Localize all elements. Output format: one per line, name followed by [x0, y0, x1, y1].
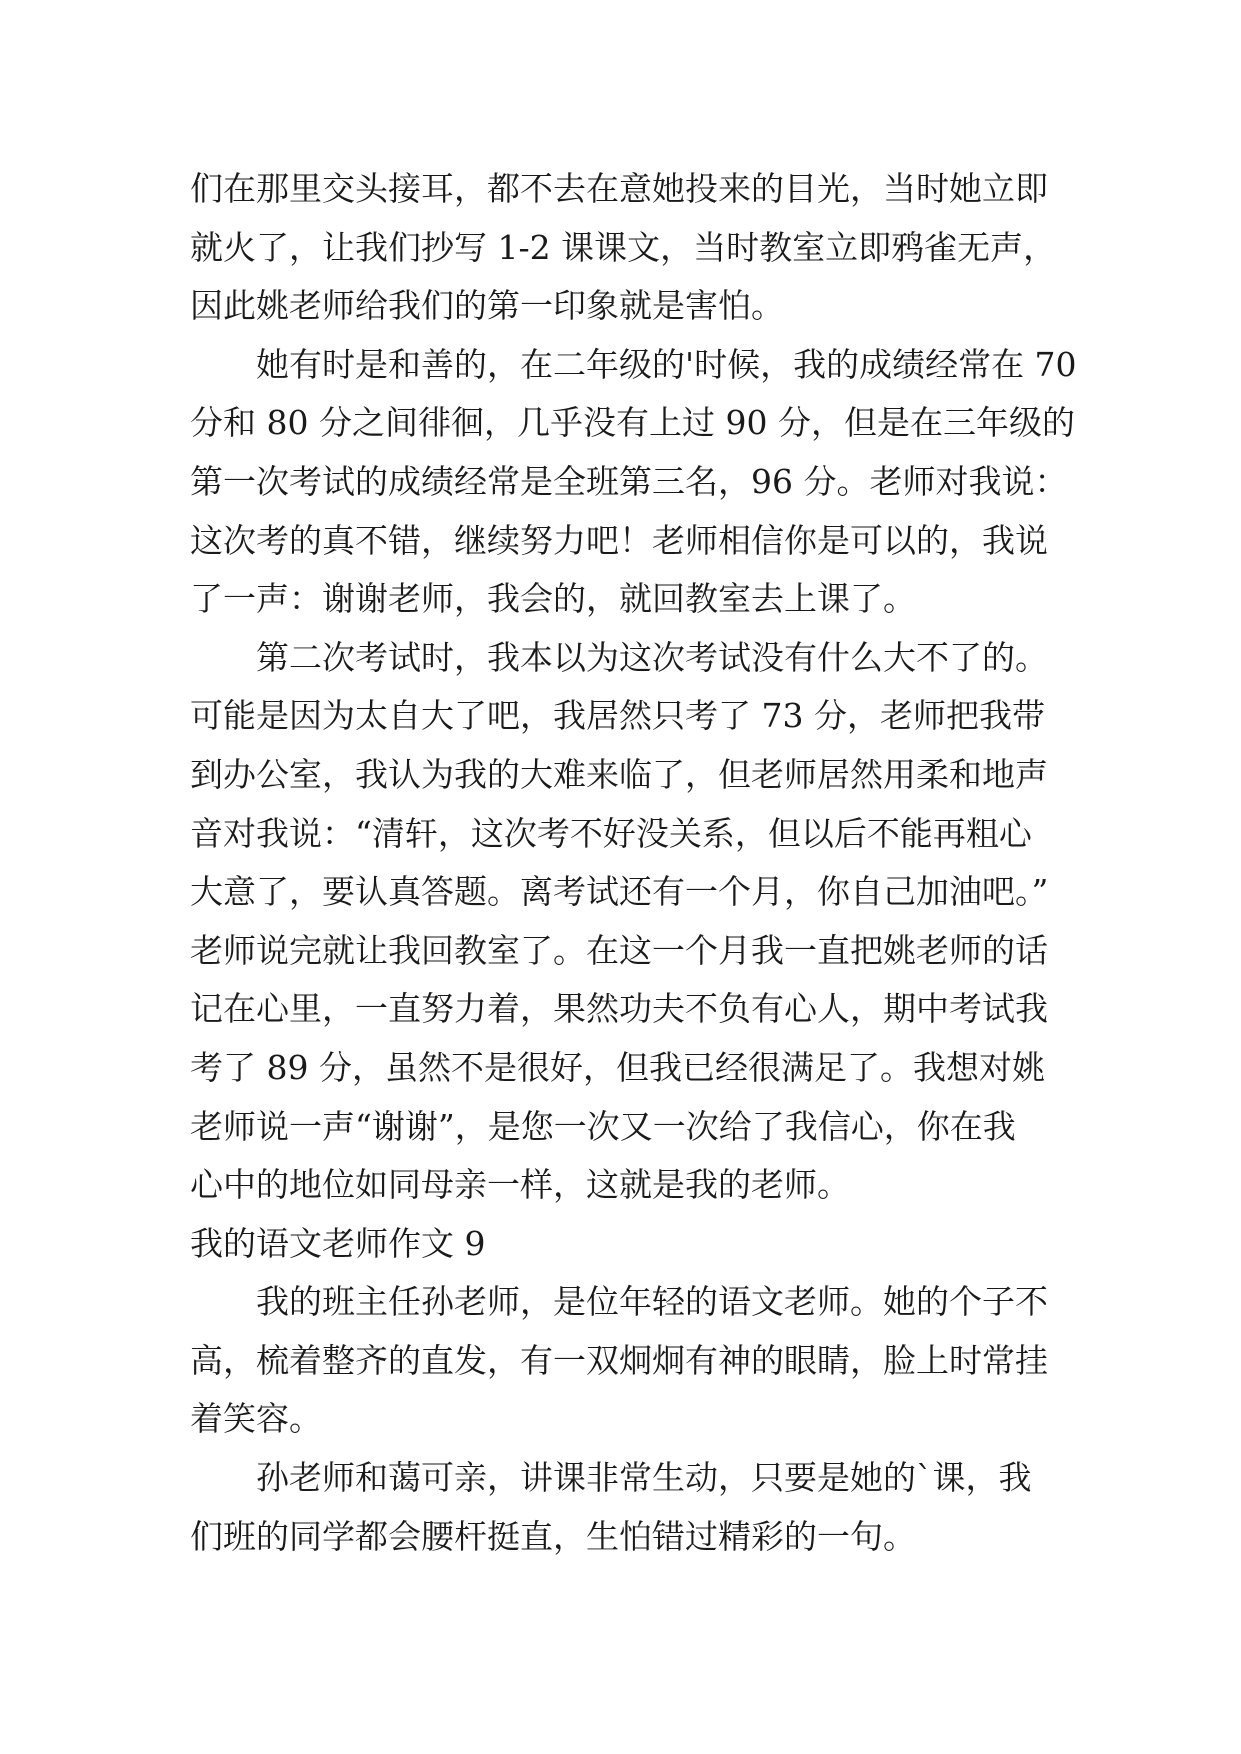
text-line: 这次考的真不错，继续努力吧！老师相信你是可以的，我说 [190, 520, 1048, 560]
text-line: 可能是因为太自大了吧，我居然只考了 73 分，老师把我带 [190, 696, 1045, 736]
text-line: 到办公室，我认为我的大难来临了，但老师居然用柔和地声 [190, 754, 1048, 794]
text-line: 考了 89 分，虽然不是很好，但我已经很满足了。我想对姚 [190, 1047, 1045, 1087]
paragraph-first-line: 第二次考试时，我本以为这次考试没有什么大不了的。 [256, 637, 1048, 677]
text-line: 着笑容。 [190, 1399, 322, 1439]
text-line: 老师说一声“谢谢”，是您一次又一次给了我信心，你在我 [190, 1106, 1016, 1146]
essay-body [190, 160, 1077, 1566]
text-line: 大意了，要认真答题。离考试还有一个月，你自己加油吧。” [190, 872, 1049, 912]
paragraph-first-line: 孙老师和蔼可亲，讲课非常生动，只要是她的`课，我 [256, 1458, 1032, 1498]
text-line: 了一声：谢谢老师，我会的，就回教室去上课了。 [190, 579, 916, 619]
text-line: 就火了，让我们抄写 1-2 课课文，当时教室立即鸦雀无声， [190, 227, 1057, 267]
paragraph-first-line: 她有时是和善的，在二年级的'时候，我的成绩经常在 70 [256, 344, 1077, 384]
text-line: 第一次考试的成绩经常是全班第三名，96 分。老师对我说： [190, 461, 1068, 501]
text-line: 分和 80 分之间徘徊，几乎没有上过 90 分，但是在三年级的 [190, 403, 1075, 443]
text-line: 因此姚老师给我们的第一印象就是害怕。 [190, 286, 784, 326]
paragraph-first-line: 我的班主任孙老师，是位年轻的语文老师。她的个子不 [256, 1282, 1048, 1322]
text-line: 记在心里，一直努力着，果然功夫不负有心人，期中考试我 [190, 989, 1048, 1029]
text-line: 们班的同学都会腰杆挺直，生怕错过精彩的一句。 [190, 1516, 916, 1556]
text-line: 们在那里交头接耳，都不去在意她投来的目光，当时她立即 [190, 169, 1048, 208]
text-line: 心中的地位如同母亲一样，这就是我的老师。 [190, 1165, 850, 1205]
text-line: 高，梳着整齐的直发，有一双炯炯有神的眼睛，脸上时常挂 [190, 1340, 1048, 1380]
section-heading: 我的语文老师作文 9 [190, 1223, 486, 1263]
text-line: 音对我说：“清轩，这次考不好没关系，但以后不能再粗心 [190, 813, 1032, 853]
text-line: 老师说完就让我回教室了。在这一个月我一直把姚老师的话 [190, 930, 1048, 970]
